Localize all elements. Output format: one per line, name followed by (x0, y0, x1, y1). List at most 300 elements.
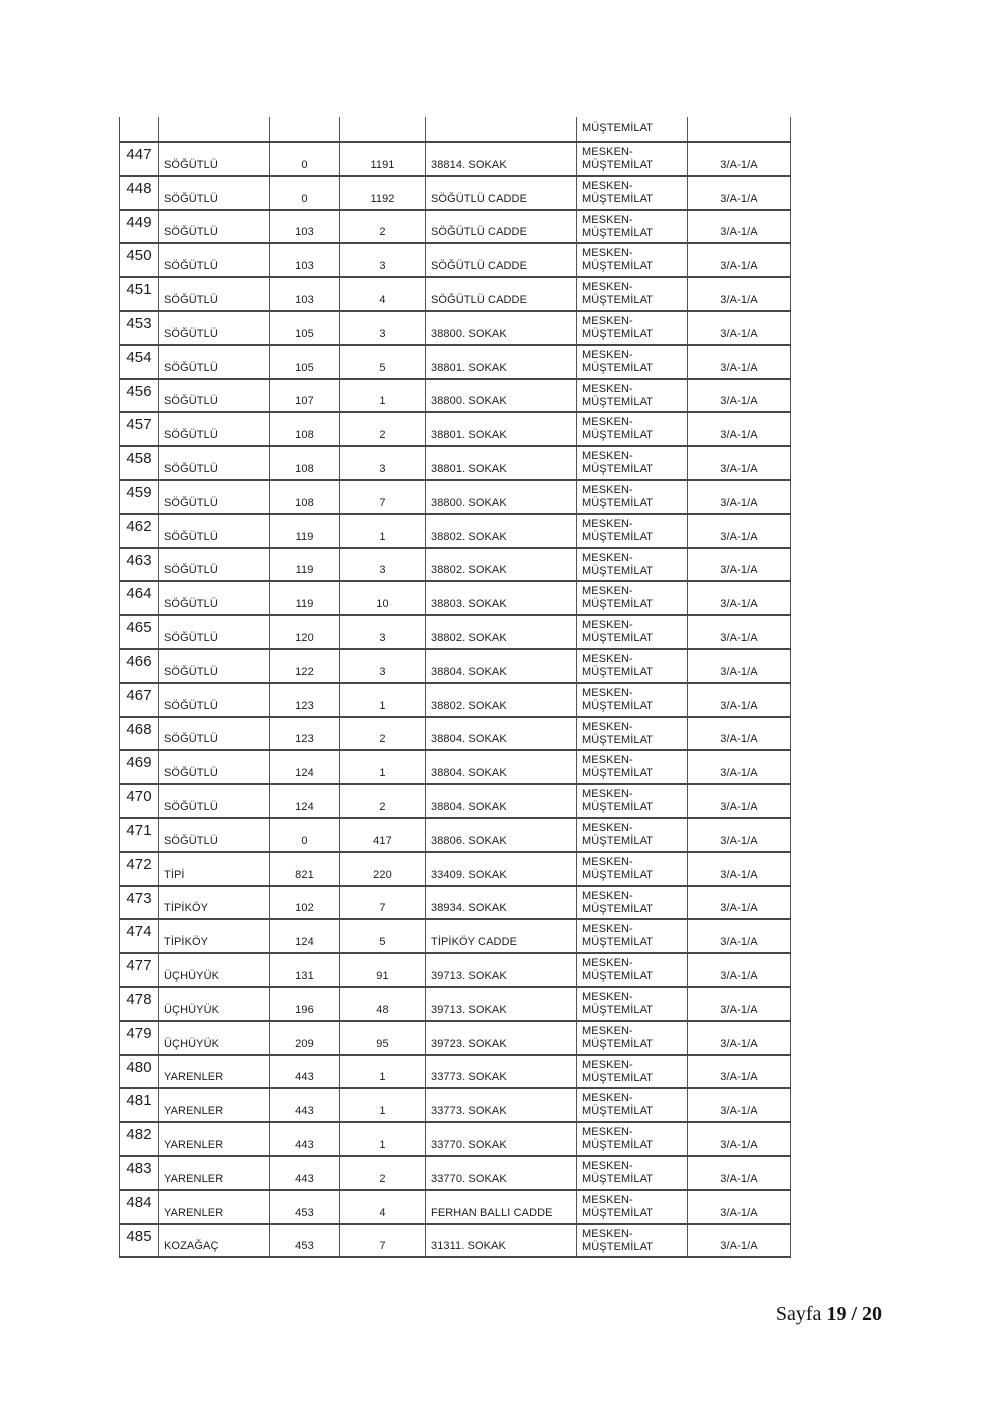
usage-type-line1: MESKEN- (582, 720, 633, 733)
value2-cell: 2 (340, 1157, 426, 1189)
usage-type-cell (577, 312, 688, 344)
value1-cell: 119 (270, 515, 340, 547)
street-cell: 38806. SOKAK (426, 819, 577, 851)
value2-cell: 1 (340, 515, 426, 547)
order-no-cell: 466 (120, 650, 159, 682)
order-no-cell: 464 (120, 582, 159, 614)
name-cell (159, 117, 270, 141)
street-cell: FERHAN BALLI CADDE (426, 1191, 577, 1223)
value1-cell: 108 (270, 413, 340, 445)
page-footer (776, 1303, 882, 1326)
usage-type-line2: MÜŞTEMİLAT (582, 395, 654, 408)
value2-cell: 1 (340, 1056, 426, 1088)
value2-cell: 1 (340, 1089, 426, 1121)
value1-cell: 0 (270, 819, 340, 851)
value2-cell (340, 117, 426, 141)
usage-type-line1: MESKEN- (582, 821, 633, 834)
value1-cell: 453 (270, 1191, 340, 1223)
value2-cell: 3 (340, 312, 426, 344)
street-cell: 38803. SOKAK (426, 582, 577, 614)
name-cell: SÖĞÜTLÜ (159, 582, 270, 614)
value2-cell: 3 (340, 447, 426, 479)
zone-code-cell: 3/A-1/A (688, 684, 791, 716)
usage-type-cell (577, 549, 688, 581)
name-cell: YARENLER (159, 1123, 270, 1155)
usage-type-line1: MESKEN- (582, 619, 633, 632)
street-cell: 33770. SOKAK (426, 1157, 577, 1189)
street-cell: 38800. SOKAK (426, 481, 577, 513)
street-cell: 33409. SOKAK (426, 853, 577, 885)
usage-type-line1: MESKEN- (582, 855, 633, 868)
zone-code-cell: 3/A-1/A (688, 650, 791, 682)
usage-type-line2: MÜŞTEMİLAT (582, 665, 654, 678)
value2-cell: 7 (340, 887, 426, 919)
usage-type-cell (577, 447, 688, 479)
order-no-cell: 457 (120, 413, 159, 445)
order-no-cell: 459 (120, 481, 159, 513)
value2-cell: 48 (340, 988, 426, 1020)
name-cell: SÖĞÜTLÜ (159, 785, 270, 817)
table-row (120, 920, 791, 954)
usage-type-line1: MESKEN- (582, 1058, 633, 1071)
street-cell: 38802. SOKAK (426, 616, 577, 648)
street-cell: 39713. SOKAK (426, 954, 577, 986)
street-cell: TİPİKÖY CADDE (426, 920, 577, 952)
usage-type-line2: MÜŞTEMİLAT (582, 260, 654, 273)
zone-code-cell: 3/A-1/A (688, 244, 791, 276)
order-no-cell: 471 (120, 819, 159, 851)
order-no-cell: 451 (120, 278, 159, 310)
order-no-cell: 479 (120, 1022, 159, 1054)
street-cell: 38804. SOKAK (426, 785, 577, 817)
street-cell: 38934. SOKAK (426, 887, 577, 919)
value1-cell: 102 (270, 887, 340, 919)
usage-type-line1: MESKEN- (582, 686, 633, 699)
usage-type-cell (577, 582, 688, 614)
usage-type-line1: MESKEN- (582, 281, 633, 294)
street-cell: 38800. SOKAK (426, 380, 577, 412)
usage-type-line1: MESKEN- (582, 889, 633, 902)
zone-code-cell: 3/A-1/A (688, 1022, 791, 1054)
value1-cell: 108 (270, 481, 340, 513)
usage-type-cell (577, 684, 688, 716)
value1-cell: 821 (270, 853, 340, 885)
street-cell: 38804. SOKAK (426, 718, 577, 750)
usage-type-cell (577, 1022, 688, 1054)
name-cell: SÖĞÜTLÜ (159, 684, 270, 716)
table-row (120, 1089, 791, 1123)
usage-type-line1: MESKEN- (582, 990, 633, 1003)
usage-type-cell (577, 1123, 688, 1155)
zone-code-cell: 3/A-1/A (688, 1191, 791, 1223)
name-cell: YARENLER (159, 1191, 270, 1223)
table-row (120, 1225, 791, 1259)
usage-type-cell (577, 1225, 688, 1257)
zone-code-cell: 3/A-1/A (688, 211, 791, 243)
zone-code-cell: 3/A-1/A (688, 481, 791, 513)
usage-type-line1: MESKEN- (582, 146, 633, 158)
table-row (120, 380, 791, 414)
usage-type-line2: MÜŞTEMİLAT (582, 1172, 654, 1185)
usage-type-line2: MÜŞTEMİLAT (582, 1071, 654, 1084)
value1-cell: 124 (270, 785, 340, 817)
table-row (120, 447, 791, 481)
order-no-cell: 485 (120, 1225, 159, 1257)
table-row (120, 988, 791, 1022)
value1-cell: 124 (270, 920, 340, 952)
order-no-cell: 482 (120, 1123, 159, 1155)
zone-code-cell: 3/A-1/A (688, 515, 791, 547)
table-row (120, 819, 791, 853)
table-row (120, 650, 791, 684)
value1-cell: 209 (270, 1022, 340, 1054)
value2-cell: 2 (340, 718, 426, 750)
usage-type-line1: MESKEN- (582, 1193, 633, 1206)
order-no-cell: 468 (120, 718, 159, 750)
value1-cell: 123 (270, 718, 340, 750)
street-cell: SÖĞÜTLÜ CADDE (426, 177, 577, 209)
order-no-cell: 473 (120, 887, 159, 919)
usage-type-line1: MESKEN- (582, 1092, 633, 1105)
zone-code-cell: 3/A-1/A (688, 413, 791, 445)
zone-code-cell: 3/A-1/A (688, 143, 791, 175)
value1-cell: 124 (270, 751, 340, 783)
order-no-cell: 453 (120, 312, 159, 344)
table-row (120, 954, 791, 988)
usage-type-line1: MESKEN- (582, 923, 633, 936)
usage-type-line2: MÜŞTEMİLAT (582, 1037, 654, 1050)
order-no-cell: 462 (120, 515, 159, 547)
usage-type-line2: MÜŞTEMİLAT (582, 767, 654, 780)
value2-cell: 3 (340, 650, 426, 682)
street-cell: 38801. SOKAK (426, 346, 577, 378)
value2-cell: 91 (340, 954, 426, 986)
table-row (120, 1022, 791, 1056)
street-cell (426, 117, 577, 141)
value2-cell: 1192 (340, 177, 426, 209)
usage-type-cell (577, 988, 688, 1020)
table-row (120, 1056, 791, 1090)
order-no-cell: 469 (120, 751, 159, 783)
value1-cell: 0 (270, 177, 340, 209)
table-row (120, 718, 791, 752)
value1-cell: 123 (270, 684, 340, 716)
usage-type-line2: MÜŞTEMİLAT (582, 936, 654, 949)
value2-cell: 3 (340, 549, 426, 581)
usage-type-line2: MÜŞTEMİLAT (582, 121, 654, 134)
usage-type-line2: MÜŞTEMİLAT (582, 192, 654, 205)
name-cell: SÖĞÜTLÜ (159, 346, 270, 378)
usage-type-line2: MÜŞTEMİLAT (582, 1206, 654, 1219)
name-cell: SÖĞÜTLÜ (159, 413, 270, 445)
usage-type-cell (577, 177, 688, 209)
usage-type-line1: MESKEN- (582, 585, 633, 598)
street-cell: 38804. SOKAK (426, 650, 577, 682)
name-cell: ÜÇHÜYÜK (159, 988, 270, 1020)
usage-type-line2: MÜŞTEMİLAT (582, 902, 654, 915)
name-cell: SÖĞÜTLÜ (159, 515, 270, 547)
table-row (120, 785, 791, 819)
name-cell: SÖĞÜTLÜ (159, 650, 270, 682)
order-no-cell: 449 (120, 211, 159, 243)
order-no-cell (120, 117, 159, 141)
street-cell: 39723. SOKAK (426, 1022, 577, 1054)
usage-type-cell (577, 785, 688, 817)
usage-type-cell (577, 244, 688, 276)
zone-code-cell: 3/A-1/A (688, 447, 791, 479)
zone-code-cell: 3/A-1/A (688, 177, 791, 209)
value2-cell: 4 (340, 1191, 426, 1223)
usage-type-line1: MESKEN- (582, 179, 633, 192)
usage-type-cell (577, 920, 688, 952)
usage-type-line1: MESKEN- (582, 754, 633, 767)
name-cell: SÖĞÜTLÜ (159, 177, 270, 209)
value1-cell: 103 (270, 211, 340, 243)
order-no-cell: 448 (120, 177, 159, 209)
street-cell: 33773. SOKAK (426, 1056, 577, 1088)
usage-type-cell (577, 616, 688, 648)
usage-type-cell (577, 1157, 688, 1189)
value1-cell: 103 (270, 244, 340, 276)
value1-cell: 0 (270, 143, 340, 175)
usage-type-cell (577, 853, 688, 885)
street-cell: SÖĞÜTLÜ CADDE (426, 211, 577, 243)
order-no-cell: 470 (120, 785, 159, 817)
usage-type-line2: MÜŞTEMİLAT (582, 733, 654, 746)
zone-code-cell: 3/A-1/A (688, 887, 791, 919)
value2-cell: 3 (340, 616, 426, 648)
name-cell: SÖĞÜTLÜ (159, 447, 270, 479)
zone-code-cell: 3/A-1/A (688, 751, 791, 783)
usage-type-line1: MESKEN- (582, 1159, 633, 1172)
name-cell: SÖĞÜTLÜ (159, 278, 270, 310)
value2-cell: 4 (340, 278, 426, 310)
usage-type-cell (577, 1056, 688, 1088)
street-cell: SÖĞÜTLÜ CADDE (426, 244, 577, 276)
value1-cell: 105 (270, 346, 340, 378)
usage-type-cell (577, 211, 688, 243)
street-cell: 33773. SOKAK (426, 1089, 577, 1121)
zone-code-cell: 3/A-1/A (688, 1089, 791, 1121)
table-row (120, 1157, 791, 1191)
usage-type-line2: MÜŞTEMİLAT (582, 294, 654, 307)
name-cell: YARENLER (159, 1056, 270, 1088)
order-no-cell: 480 (120, 1056, 159, 1088)
usage-type-cell (577, 650, 688, 682)
value1-cell: 443 (270, 1123, 340, 1155)
table-row (120, 177, 791, 211)
table-row (120, 312, 791, 346)
name-cell: SÖĞÜTLÜ (159, 549, 270, 581)
value1-cell: 453 (270, 1225, 340, 1257)
zone-code-cell: 3/A-1/A (688, 278, 791, 310)
table-row (120, 413, 791, 447)
value2-cell: 1 (340, 1123, 426, 1155)
order-no-cell: 450 (120, 244, 159, 276)
value2-cell: 7 (340, 1225, 426, 1257)
street-cell: 38800. SOKAK (426, 312, 577, 344)
value2-cell: 5 (340, 920, 426, 952)
usage-type-line2: MÜŞTEMİLAT (582, 868, 654, 881)
value1-cell: 196 (270, 988, 340, 1020)
order-no-cell: 463 (120, 549, 159, 581)
usage-type-line2: MÜŞTEMİLAT (582, 159, 654, 171)
name-cell: SÖĞÜTLÜ (159, 244, 270, 276)
street-cell: 38814. SOKAK (426, 143, 577, 175)
value1-cell: 119 (270, 549, 340, 581)
value1-cell: 103 (270, 278, 340, 310)
value1-cell: 443 (270, 1157, 340, 1189)
value1-cell (270, 117, 340, 141)
table-row (120, 1123, 791, 1157)
usage-type-line1: MESKEN- (582, 483, 633, 496)
name-cell: SÖĞÜTLÜ (159, 481, 270, 513)
usage-type-cell (577, 819, 688, 851)
table-body (120, 143, 791, 1258)
zone-code-cell: 3/A-1/A (688, 1056, 791, 1088)
order-no-cell: 474 (120, 920, 159, 952)
name-cell: TİPİKÖY (159, 887, 270, 919)
value1-cell: 119 (270, 582, 340, 614)
zone-code-cell: 3/A-1/A (688, 718, 791, 750)
value1-cell: 107 (270, 380, 340, 412)
street-cell: 38804. SOKAK (426, 751, 577, 783)
usage-type-line1: MESKEN- (582, 416, 633, 429)
table-row (120, 853, 791, 887)
usage-type-line1: MESKEN- (582, 517, 633, 530)
zone-code-cell: 3/A-1/A (688, 920, 791, 952)
table-row-partial (120, 117, 791, 143)
table-row (120, 515, 791, 549)
street-cell: 38802. SOKAK (426, 515, 577, 547)
zone-code-cell: 3/A-1/A (688, 346, 791, 378)
value2-cell: 1 (340, 751, 426, 783)
zone-code-cell: 3/A-1/A (688, 312, 791, 344)
order-no-cell: 447 (120, 143, 159, 175)
table-row (120, 1191, 791, 1225)
table-row (120, 549, 791, 583)
usage-type-line1: MESKEN- (582, 1024, 633, 1037)
order-no-cell: 454 (120, 346, 159, 378)
order-no-cell: 456 (120, 380, 159, 412)
usage-type-cell (577, 346, 688, 378)
name-cell: TİPİ (159, 853, 270, 885)
value2-cell: 7 (340, 481, 426, 513)
usage-type-line1: MESKEN- (582, 957, 633, 970)
zone-code-cell: 3/A-1/A (688, 549, 791, 581)
usage-type-line2: MÜŞTEMİLAT (582, 1240, 654, 1253)
zone-code-cell: 3/A-1/A (688, 988, 791, 1020)
usage-type-line1: MESKEN- (582, 348, 633, 361)
usage-type-line1: MESKEN- (582, 213, 633, 226)
zone-code-cell: 3/A-1/A (688, 954, 791, 986)
value1-cell: 131 (270, 954, 340, 986)
usage-type-line2: MÜŞTEMİLAT (582, 463, 654, 476)
usage-type-line2: MÜŞTEMİLAT (582, 970, 654, 983)
usage-type-line1: MESKEN- (582, 382, 633, 395)
usage-type-line2: MÜŞTEMİLAT (582, 801, 654, 814)
usage-type-line1: MESKEN- (582, 247, 633, 260)
zone-code-cell: 3/A-1/A (688, 1157, 791, 1189)
usage-type-line1: MESKEN- (582, 788, 633, 801)
usage-type-line1: MESKEN- (582, 652, 633, 665)
order-no-cell: 477 (120, 954, 159, 986)
value2-cell: 2 (340, 413, 426, 445)
table-row (120, 887, 791, 921)
usage-type-cell (577, 751, 688, 783)
table-row (120, 481, 791, 515)
order-no-cell: 467 (120, 684, 159, 716)
value2-cell: 5 (340, 346, 426, 378)
table-row (120, 582, 791, 616)
usage-type-line2: MÜŞTEMİLAT (582, 834, 654, 847)
order-no-cell: 481 (120, 1089, 159, 1121)
table-row (120, 143, 791, 177)
usage-type-line2: MÜŞTEMİLAT (582, 598, 654, 611)
usage-type-line2: MÜŞTEMİLAT (582, 496, 654, 509)
street-cell: 38801. SOKAK (426, 447, 577, 479)
street-cell: 33770. SOKAK (426, 1123, 577, 1155)
usage-type-line2: MÜŞTEMİLAT (582, 530, 654, 543)
name-cell: SÖĞÜTLÜ (159, 616, 270, 648)
name-cell: SÖĞÜTLÜ (159, 312, 270, 344)
name-cell: SÖĞÜTLÜ (159, 143, 270, 175)
value2-cell: 220 (340, 853, 426, 885)
table-row (120, 244, 791, 278)
table-row (120, 278, 791, 312)
value2-cell: 2 (340, 785, 426, 817)
usage-type-cell (577, 380, 688, 412)
usage-type-line2: MÜŞTEMİLAT (582, 564, 654, 577)
name-cell: SÖĞÜTLÜ (159, 718, 270, 750)
value2-cell: 2 (340, 211, 426, 243)
table-row (120, 684, 791, 718)
zone-code-cell: 3/A-1/A (688, 380, 791, 412)
name-cell: KOZAĞAÇ (159, 1225, 270, 1257)
usage-type-line1: MESKEN- (582, 314, 633, 327)
usage-type-cell (577, 1191, 688, 1223)
name-cell: SÖĞÜTLÜ (159, 380, 270, 412)
usage-type-cell (577, 887, 688, 919)
zone-code-cell (688, 117, 791, 141)
order-no-cell: 483 (120, 1157, 159, 1189)
usage-type-line2: MÜŞTEMİLAT (582, 429, 654, 442)
usage-type-cell (577, 143, 688, 175)
zone-code-cell: 3/A-1/A (688, 1225, 791, 1257)
value1-cell: 443 (270, 1089, 340, 1121)
value2-cell: 417 (340, 819, 426, 851)
name-cell: YARENLER (159, 1157, 270, 1189)
street-cell: 38802. SOKAK (426, 549, 577, 581)
name-cell: TİPİKÖY (159, 920, 270, 952)
value1-cell: 122 (270, 650, 340, 682)
order-no-cell: 472 (120, 853, 159, 885)
zone-code-cell: 3/A-1/A (688, 819, 791, 851)
value1-cell: 105 (270, 312, 340, 344)
usage-type-line1: MESKEN- (582, 551, 633, 564)
street-cell: 39713. SOKAK (426, 988, 577, 1020)
usage-type-cell (577, 117, 688, 141)
usage-type-cell (577, 954, 688, 986)
address-table (119, 117, 791, 1258)
street-cell: 38801. SOKAK (426, 413, 577, 445)
usage-type-line2: MÜŞTEMİLAT (582, 632, 654, 645)
usage-type-cell (577, 1089, 688, 1121)
order-no-cell: 465 (120, 616, 159, 648)
usage-type-cell (577, 718, 688, 750)
table-row (120, 751, 791, 785)
footer-page-number: 19 / 20 (826, 1303, 882, 1325)
